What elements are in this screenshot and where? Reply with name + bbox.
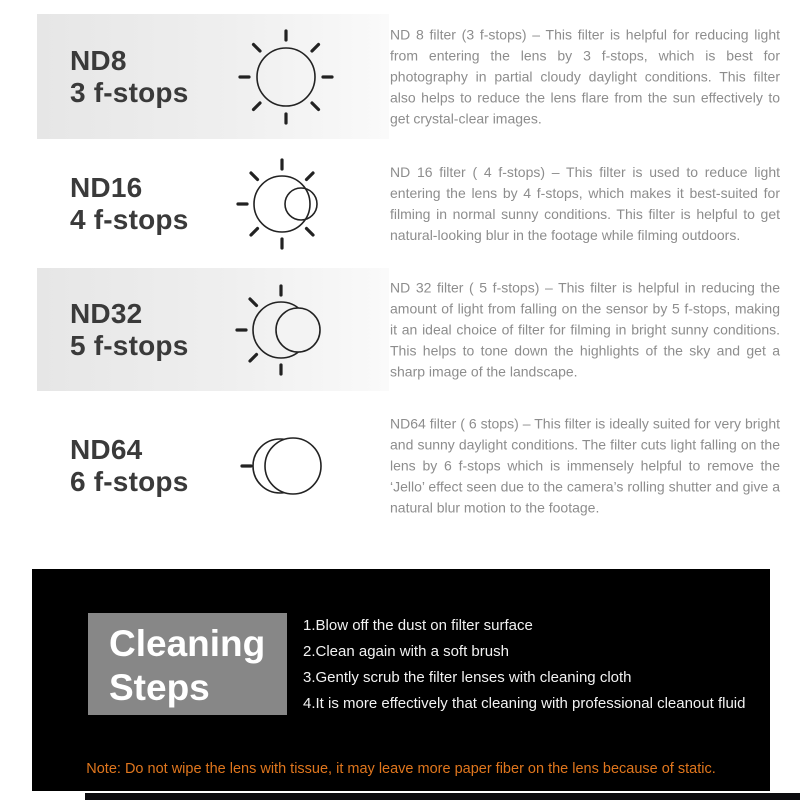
filter-description: ND 8 filter (3 f-stops) – This filter is helpful for reducing light from entering the lens by 3 f-stops, which is best for photography in partial cloudy daylight conditions. This filter also helps to reduce the lens flare from the sun effectively to get crystal-clear images. <box>390 26 780 126</box>
filter-row-nd32 <box>0 268 800 391</box>
filter-row-nd64 <box>0 391 800 541</box>
filter-name: ND32 <box>70 297 143 329</box>
next-section-edge <box>85 793 800 800</box>
cleaning-title-line2: Steps <box>109 667 210 708</box>
filter-stops: 5 f-stops <box>70 329 189 361</box>
cleaning-title-box <box>88 613 287 715</box>
sun-partial-eclipse-icon <box>230 148 342 260</box>
cleaning-title-line1: Cleaning <box>109 623 266 664</box>
filter-name: ND64 <box>70 434 143 465</box>
cleaning-step: 4.It is more effectively that cleaning with professional cleanout fluid <box>303 695 746 712</box>
filter-description: ND64 filter ( 6 stops) – This filter is ideally suited for very bright and sunny daylight conditions. The filter cuts light falling on the lens by 6 f-stops which is immensely helpful to remove the ‘Jello’ effect seen due to the camera’s rolling shutter and give a natural blur motion to the footage. <box>390 415 780 516</box>
cleaning-step: 2.Clean again with a soft brush <box>303 643 509 660</box>
cleaning-step: 1.Blow off the dust on filter surface <box>303 617 533 634</box>
filter-description: ND 32 filter ( 5 f-stops) – This filter is helpful in reducing the amount of light from falling on the sensor by 5 f-stops, making it an ideal choice of filter for filming in bright sunny conditions. This helps to tone down the highlights of the sky and get a sharp image of the landscape. <box>390 279 780 379</box>
filter-stops: 6 f-stops <box>70 466 189 497</box>
filter-stops: 4 f-stops <box>70 203 189 235</box>
filter-stops: 3 f-stops <box>70 76 189 108</box>
filter-description: ND 16 filter ( 4 f-stops) – This filter is used to reduce light entering the lens by 4 f-stops, which makes it best-suited for filming in normal sunny conditions. This filter is helpful to get natural-looking blur in the footage while filming outdoors. <box>390 163 780 243</box>
filter-name: ND8 <box>70 44 127 76</box>
filter-label <box>70 434 188 498</box>
sun-icon <box>230 21 342 133</box>
cleaning-steps-list <box>303 613 760 717</box>
sun-half-eclipse-icon <box>230 274 342 386</box>
filter-row-nd8 <box>0 14 800 139</box>
filter-name: ND16 <box>70 171 143 203</box>
cleaning-section <box>32 569 770 791</box>
filter-row-nd16 <box>0 139 800 268</box>
cleaning-step: 3.Gently scrub the filter lenses with cleaning cloth <box>303 669 632 686</box>
moon-eclipse-icon <box>230 410 342 522</box>
filter-label <box>70 45 188 109</box>
filter-label <box>70 172 188 236</box>
filter-label <box>70 298 188 362</box>
cleaning-note: Note: Do not wipe the lens with tissue, it may leave more paper fiber on the lens because of static. <box>86 761 716 777</box>
